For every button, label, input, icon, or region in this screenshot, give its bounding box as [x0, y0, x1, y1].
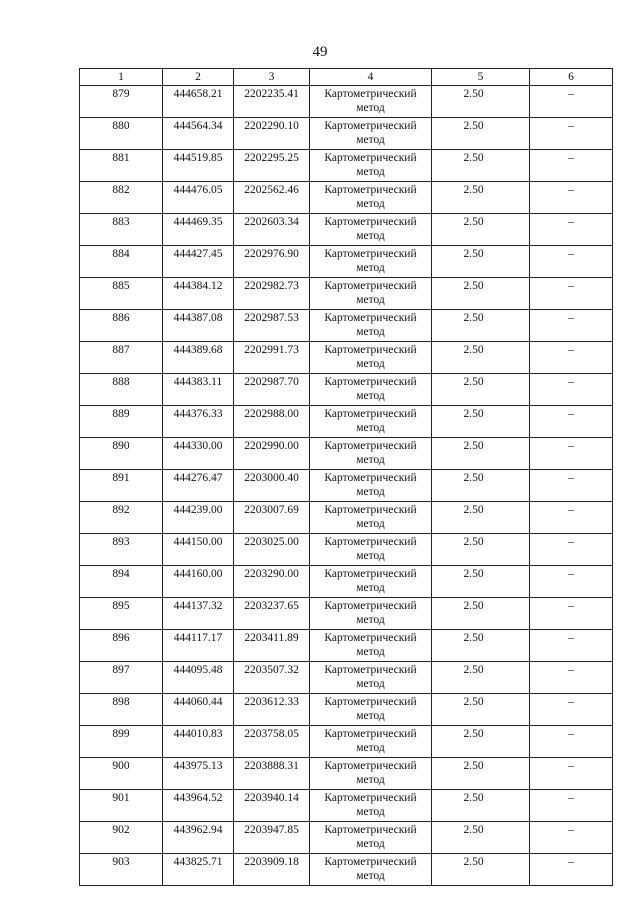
x-coordinate-cell: 444276.47 [163, 470, 234, 502]
method-cell: Картометрический метод [310, 342, 432, 374]
precision-cell: 2.50 [432, 406, 530, 438]
header-col-1: 1 [80, 69, 163, 86]
x-coordinate-cell: 444564.34 [163, 118, 234, 150]
point-number-cell: 895 [80, 598, 163, 630]
x-coordinate-cell: 444658.21 [163, 86, 234, 118]
precision-cell: 2.50 [432, 534, 530, 566]
description-cell: – [530, 854, 613, 886]
description-cell: – [530, 502, 613, 534]
table-row [80, 214, 613, 246]
table-row [80, 534, 613, 566]
precision-cell: 2.50 [432, 790, 530, 822]
description-cell: – [530, 630, 613, 662]
precision-cell: 2.50 [432, 342, 530, 374]
y-coordinate-cell: 2202988.00 [234, 406, 310, 438]
precision-cell: 2.50 [432, 374, 530, 406]
y-coordinate-cell: 2202990.00 [234, 438, 310, 470]
x-coordinate-cell: 443825.71 [163, 854, 234, 886]
table-row [80, 374, 613, 406]
point-number-cell: 881 [80, 150, 163, 182]
point-number-cell: 891 [80, 470, 163, 502]
table-row [80, 502, 613, 534]
table-row [80, 278, 613, 310]
precision-cell: 2.50 [432, 86, 530, 118]
x-coordinate-cell: 444519.85 [163, 150, 234, 182]
description-cell: – [530, 278, 613, 310]
method-cell: Картометрический метод [310, 374, 432, 406]
precision-cell: 2.50 [432, 182, 530, 214]
method-cell: Картометрический метод [310, 86, 432, 118]
method-cell: Картометрический метод [310, 662, 432, 694]
table-row [80, 118, 613, 150]
x-coordinate-cell: 444060.44 [163, 694, 234, 726]
description-cell: – [530, 374, 613, 406]
x-coordinate-cell: 444389.68 [163, 342, 234, 374]
table-row [80, 790, 613, 822]
table-row [80, 662, 613, 694]
y-coordinate-cell: 2202235.41 [234, 86, 310, 118]
method-cell: Картометрический метод [310, 182, 432, 214]
y-coordinate-cell: 2203940.14 [234, 790, 310, 822]
method-cell: Картометрический метод [310, 822, 432, 854]
y-coordinate-cell: 2203507.32 [234, 662, 310, 694]
table-row [80, 726, 613, 758]
header-col-5: 5 [432, 69, 530, 86]
y-coordinate-cell: 2203025.00 [234, 534, 310, 566]
method-cell: Картометрический метод [310, 758, 432, 790]
table-row [80, 598, 613, 630]
header-col-4: 4 [310, 69, 432, 86]
point-number-cell: 890 [80, 438, 163, 470]
table-header-row [80, 69, 613, 86]
description-cell: – [530, 150, 613, 182]
description-cell: – [530, 726, 613, 758]
y-coordinate-cell: 2202987.70 [234, 374, 310, 406]
x-coordinate-cell: 444376.33 [163, 406, 234, 438]
method-cell: Картометрический метод [310, 406, 432, 438]
point-number-cell: 900 [80, 758, 163, 790]
point-number-cell: 903 [80, 854, 163, 886]
description-cell: – [530, 406, 613, 438]
y-coordinate-cell: 2203290.00 [234, 566, 310, 598]
table-row [80, 86, 613, 118]
description-cell: – [530, 822, 613, 854]
point-number-cell: 888 [80, 374, 163, 406]
precision-cell: 2.50 [432, 854, 530, 886]
description-cell: – [530, 758, 613, 790]
y-coordinate-cell: 2202290.10 [234, 118, 310, 150]
point-number-cell: 885 [80, 278, 163, 310]
page-number: 49 [312, 44, 328, 60]
x-coordinate-cell: 444469.35 [163, 214, 234, 246]
point-number-cell: 893 [80, 534, 163, 566]
x-coordinate-cell: 444239.00 [163, 502, 234, 534]
header-col-6: 6 [530, 69, 613, 86]
method-cell: Картометрический метод [310, 438, 432, 470]
table-row [80, 246, 613, 278]
header-col-2: 2 [163, 69, 234, 86]
method-cell: Картометрический метод [310, 246, 432, 278]
x-coordinate-cell: 444095.48 [163, 662, 234, 694]
description-cell: – [530, 214, 613, 246]
y-coordinate-cell: 2203237.65 [234, 598, 310, 630]
x-coordinate-cell: 444137.32 [163, 598, 234, 630]
y-coordinate-cell: 2202982.73 [234, 278, 310, 310]
x-coordinate-cell: 444387.08 [163, 310, 234, 342]
description-cell: – [530, 246, 613, 278]
table-body [80, 86, 613, 886]
description-cell: – [530, 310, 613, 342]
y-coordinate-cell: 2203411.89 [234, 630, 310, 662]
description-cell: – [530, 662, 613, 694]
point-number-cell: 897 [80, 662, 163, 694]
y-coordinate-cell: 2202976.90 [234, 246, 310, 278]
description-cell: – [530, 534, 613, 566]
point-number-cell: 887 [80, 342, 163, 374]
precision-cell: 2.50 [432, 726, 530, 758]
method-cell: Картометрический метод [310, 630, 432, 662]
point-number-cell: 879 [80, 86, 163, 118]
x-coordinate-cell: 443975.13 [163, 758, 234, 790]
y-coordinate-cell: 2203888.31 [234, 758, 310, 790]
y-coordinate-cell: 2203947.85 [234, 822, 310, 854]
method-cell: Картометрический метод [310, 150, 432, 182]
x-coordinate-cell: 444010.83 [163, 726, 234, 758]
method-cell: Картометрический метод [310, 278, 432, 310]
x-coordinate-cell: 444383.11 [163, 374, 234, 406]
x-coordinate-cell: 444117.17 [163, 630, 234, 662]
point-number-cell: 892 [80, 502, 163, 534]
x-coordinate-cell: 444330.00 [163, 438, 234, 470]
y-coordinate-cell: 2202562.46 [234, 182, 310, 214]
y-coordinate-cell: 2202603.34 [234, 214, 310, 246]
y-coordinate-cell: 2203007.69 [234, 502, 310, 534]
table-row [80, 694, 613, 726]
precision-cell: 2.50 [432, 598, 530, 630]
method-cell: Картометрический метод [310, 566, 432, 598]
method-cell: Картометрический метод [310, 502, 432, 534]
precision-cell: 2.50 [432, 502, 530, 534]
precision-cell: 2.50 [432, 630, 530, 662]
description-cell: – [530, 470, 613, 502]
table-row [80, 438, 613, 470]
method-cell: Картометрический метод [310, 118, 432, 150]
point-number-cell: 886 [80, 310, 163, 342]
method-cell: Картометрический метод [310, 534, 432, 566]
precision-cell: 2.50 [432, 310, 530, 342]
coordinates-table [79, 68, 613, 886]
method-cell: Картометрический метод [310, 310, 432, 342]
description-cell: – [530, 86, 613, 118]
precision-cell: 2.50 [432, 150, 530, 182]
y-coordinate-cell: 2203909.18 [234, 854, 310, 886]
precision-cell: 2.50 [432, 214, 530, 246]
precision-cell: 2.50 [432, 246, 530, 278]
method-cell: Картометрический метод [310, 214, 432, 246]
precision-cell: 2.50 [432, 438, 530, 470]
point-number-cell: 884 [80, 246, 163, 278]
method-cell: Картометрический метод [310, 694, 432, 726]
point-number-cell: 899 [80, 726, 163, 758]
point-number-cell: 880 [80, 118, 163, 150]
table-row [80, 822, 613, 854]
y-coordinate-cell: 2202991.73 [234, 342, 310, 374]
x-coordinate-cell: 444476.05 [163, 182, 234, 214]
x-coordinate-cell: 444427.45 [163, 246, 234, 278]
x-coordinate-cell: 443964.52 [163, 790, 234, 822]
point-number-cell: 901 [80, 790, 163, 822]
description-cell: – [530, 598, 613, 630]
point-number-cell: 882 [80, 182, 163, 214]
description-cell: – [530, 182, 613, 214]
description-cell: – [530, 118, 613, 150]
table-row [80, 566, 613, 598]
description-cell: – [530, 694, 613, 726]
y-coordinate-cell: 2202987.53 [234, 310, 310, 342]
precision-cell: 2.50 [432, 694, 530, 726]
x-coordinate-cell: 444160.00 [163, 566, 234, 598]
table-row [80, 630, 613, 662]
table-row [80, 470, 613, 502]
precision-cell: 2.50 [432, 822, 530, 854]
method-cell: Картометрический метод [310, 470, 432, 502]
description-cell: – [530, 566, 613, 598]
description-cell: – [530, 790, 613, 822]
point-number-cell: 896 [80, 630, 163, 662]
precision-cell: 2.50 [432, 566, 530, 598]
description-cell: – [530, 342, 613, 374]
point-number-cell: 894 [80, 566, 163, 598]
method-cell: Картометрический метод [310, 598, 432, 630]
method-cell: Картометрический метод [310, 854, 432, 886]
y-coordinate-cell: 2202295.25 [234, 150, 310, 182]
y-coordinate-cell: 2203000.40 [234, 470, 310, 502]
precision-cell: 2.50 [432, 758, 530, 790]
description-cell: – [530, 438, 613, 470]
table-row [80, 342, 613, 374]
x-coordinate-cell: 443962.94 [163, 822, 234, 854]
table-row [80, 758, 613, 790]
x-coordinate-cell: 444384.12 [163, 278, 234, 310]
table-row [80, 310, 613, 342]
table-row [80, 182, 613, 214]
precision-cell: 2.50 [432, 118, 530, 150]
point-number-cell: 883 [80, 214, 163, 246]
table-row [80, 854, 613, 886]
point-number-cell: 889 [80, 406, 163, 438]
precision-cell: 2.50 [432, 278, 530, 310]
header-col-3: 3 [234, 69, 310, 86]
table-row [80, 150, 613, 182]
method-cell: Картометрический метод [310, 790, 432, 822]
y-coordinate-cell: 2203612.33 [234, 694, 310, 726]
method-cell: Картометрический метод [310, 726, 432, 758]
precision-cell: 2.50 [432, 470, 530, 502]
y-coordinate-cell: 2203758.05 [234, 726, 310, 758]
point-number-cell: 902 [80, 822, 163, 854]
x-coordinate-cell: 444150.00 [163, 534, 234, 566]
point-number-cell: 898 [80, 694, 163, 726]
table-row [80, 406, 613, 438]
precision-cell: 2.50 [432, 662, 530, 694]
